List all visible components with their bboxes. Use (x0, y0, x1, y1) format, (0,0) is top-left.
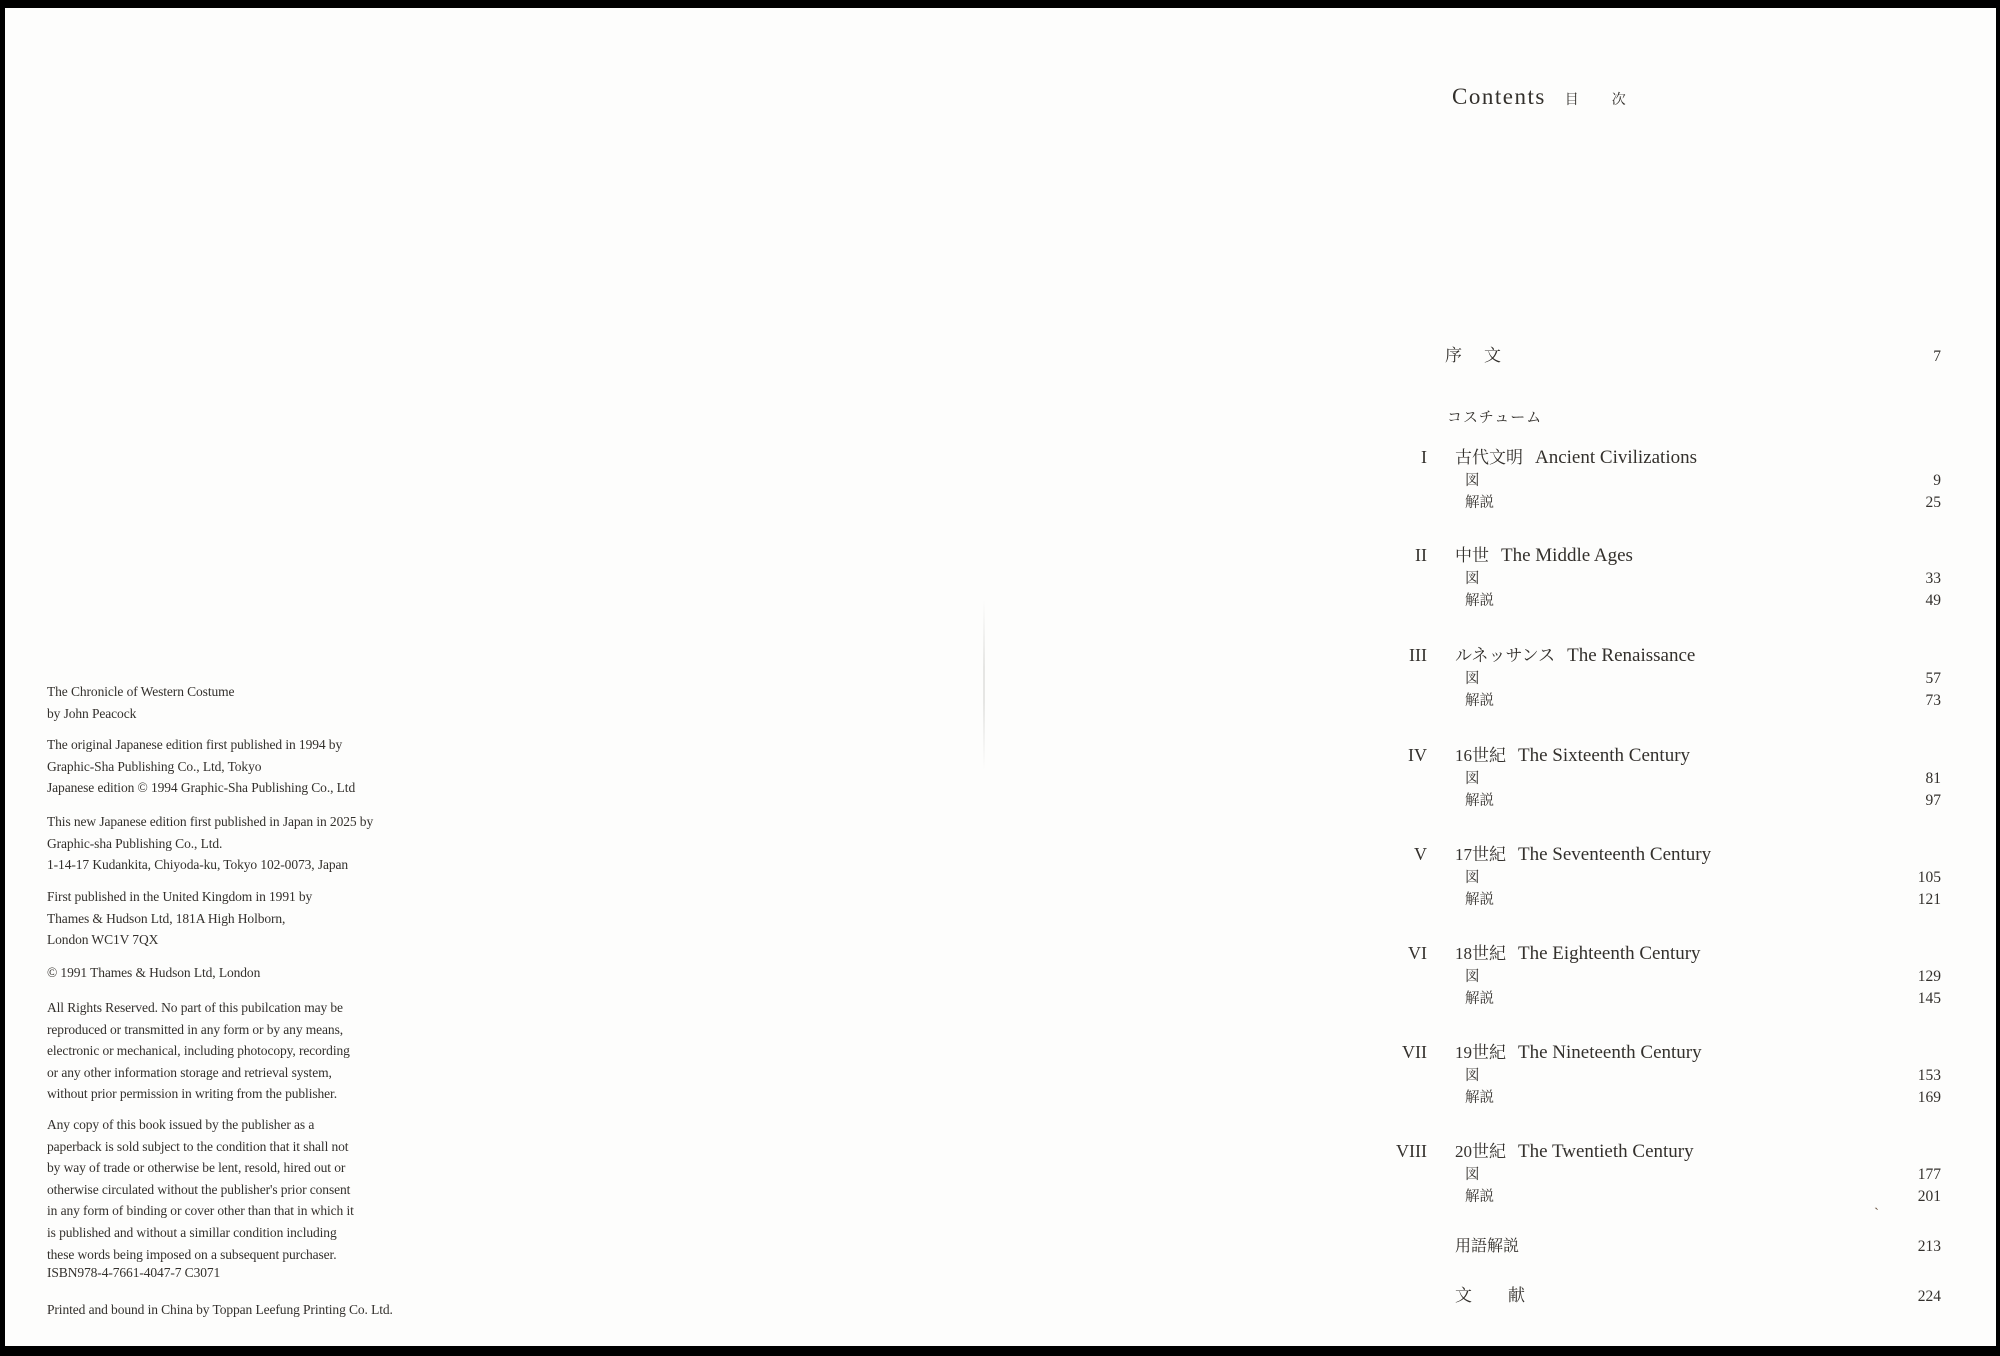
figures-row (1465, 965, 1941, 986)
commentary-page-number: 121 (1917, 891, 1941, 908)
chapter-title-row (1392, 840, 1941, 866)
toc-chapter-1 (1392, 443, 1941, 513)
commentary-label: 解説 (1465, 793, 1494, 809)
costume-section-label: コスチューム (1447, 410, 1543, 426)
colophon-line: is published and without a simillar condition including (47, 1224, 337, 1240)
figures-page-number: 129 (1917, 968, 1941, 985)
figures-label: 図 (1465, 473, 1480, 489)
commentary-label: 解説 (1465, 991, 1494, 1007)
figures-row (1465, 567, 1941, 588)
commentary-page-number: 145 (1917, 990, 1941, 1007)
chapter-numeral: I (1421, 447, 1427, 467)
colophon-line: Graphic-sha Publishing Co., Ltd. (47, 835, 223, 851)
colophon-line: All Rights Reserved. No part of this pubilcation may be (47, 1000, 343, 1015)
chapter-title-en: The Eighteenth Century (1518, 943, 1701, 964)
commentary-row (1465, 689, 1941, 710)
colophon-line: without prior permission in writing from the publisher. (47, 1086, 337, 1102)
chapter-title-row (1392, 1137, 1941, 1163)
toc-chapter-3 (1392, 641, 1941, 711)
colophon-line: Thames & Hudson Ltd, 181A High Holborn, (47, 910, 286, 926)
uk-edition-block (47, 886, 312, 951)
chapter-title-en: The Renaissance (1567, 645, 1696, 666)
chapter-title-ja: 17世紀 (1455, 845, 1506, 864)
colophon-line: paperback is sold subject to the condition that it shall not (47, 1138, 349, 1154)
chapter-title-row (1392, 1038, 1941, 1064)
colophon-line: electronic or mechanical, including photocopy, recording (47, 1043, 350, 1059)
contents-title-en: Contents (1452, 84, 1546, 109)
colophon-line: ISBN978-4-7661-4047-7 C3071 (47, 1265, 221, 1280)
chapter-numeral: VI (1408, 943, 1427, 963)
rights-block (47, 997, 350, 1105)
figures-page-number: 57 (1925, 670, 1941, 687)
figures-page-number: 105 (1917, 869, 1941, 886)
bibliography-label: 文 (1455, 1286, 1472, 1305)
figures-label: 図 (1465, 571, 1480, 587)
chapter-numeral: VIII (1396, 1141, 1427, 1161)
figures-page-number: 9 (1933, 472, 1941, 489)
chapter-title-ja: ルネッサンス (1455, 646, 1556, 665)
chapter-title-row (1392, 641, 1941, 667)
figures-label: 図 (1465, 1167, 1480, 1183)
commentary-row (1465, 987, 1941, 1008)
colophon-line: Japanese edition © 1994 Graphic-Sha Publishing Co., Ltd (47, 780, 356, 796)
colophon-line: by way of trade or otherwise be lent, resold, hired out or (47, 1160, 346, 1176)
colophon-line: Graphic-Sha Publishing Co., Ltd, Tokyo (47, 758, 262, 774)
toc-chapter-4 (1392, 741, 1941, 811)
bibliography-page-number: 224 (1917, 1288, 1941, 1305)
colophon-line: Any copy of this book issued by the publisher as a (47, 1117, 315, 1132)
bibliography-label: 献 (1508, 1286, 1525, 1305)
figures-page-number: 33 (1925, 570, 1941, 587)
commentary-row (1465, 589, 1941, 610)
commentary-row (1465, 491, 1941, 512)
toc-chapter-6 (1392, 939, 1941, 1009)
colophon-line: The original Japanese edition first published in 1994 by (47, 737, 343, 752)
figures-label: 図 (1465, 1068, 1480, 1084)
colophon-line: © 1991 Thames & Hudson Ltd, London (47, 965, 261, 980)
toc-chapter-2 (1392, 541, 1941, 611)
colophon-line: these words being imposed on a subsequent purchaser. (47, 1246, 337, 1262)
colophon-line: First published in the United Kingdom in 1991 by (47, 889, 313, 904)
figures-page-number: 177 (1917, 1166, 1941, 1183)
colophon-line: The Chronicle of Western Costume (47, 684, 235, 699)
chapter-title-row (1392, 443, 1941, 469)
chapter-title-ja: 16世紀 (1455, 746, 1506, 765)
colophon-line: otherwise circulated without the publisher's prior consent (47, 1181, 351, 1197)
contents-title-ja: 目 (1564, 93, 1579, 108)
commentary-page-number: 49 (1925, 592, 1941, 609)
commentary-row (1465, 1086, 1941, 1107)
commentary-page-number: 97 (1925, 792, 1941, 809)
chapter-title-row (1392, 939, 1941, 965)
preface-label: 文 (1484, 346, 1501, 365)
colophon-line: reproduced or transmitted in any form or by any means, (47, 1021, 344, 1037)
preface-row (1392, 341, 1941, 366)
chapter-title-ja: 古代文明 (1455, 448, 1523, 467)
toc-chapter-5 (1392, 840, 1941, 910)
chapter-title-en: The Seventeenth Century (1518, 844, 1712, 865)
bibliography-row (1392, 1281, 1941, 1306)
colophon-line: 1-14-17 Kudankita, Chiyoda-ku, Tokyo 102-0073, Japan (47, 857, 349, 873)
chapter-title-en: The Nineteenth Century (1518, 1042, 1702, 1063)
commentary-row (1465, 888, 1941, 909)
chapter-title-en: The Twentieth Century (1518, 1141, 1694, 1162)
commentary-page-number: 169 (1917, 1089, 1941, 1106)
figures-row (1465, 1064, 1941, 1085)
chapter-numeral: III (1409, 645, 1427, 665)
page-gutter-shadow (983, 600, 985, 770)
commentary-label: 解説 (1465, 593, 1494, 609)
chapter-numeral: VII (1402, 1042, 1427, 1062)
contents-title-ja: 次 (1611, 93, 1626, 108)
toc-chapter-7 (1392, 1038, 1941, 1108)
paperback-condition-block (47, 1114, 354, 1265)
figures-page-number: 81 (1925, 770, 1941, 787)
chapter-title-en: The Middle Ages (1501, 545, 1633, 566)
glossary-page-number: 213 (1917, 1238, 1941, 1255)
preface-page-number: 7 (1933, 348, 1941, 365)
chapter-numeral: II (1415, 545, 1427, 565)
chapter-title-en: Ancient Civilizations (1535, 447, 1698, 468)
chapter-title-ja: 中世 (1455, 546, 1489, 565)
printer-line (47, 1299, 393, 1321)
commentary-label: 解説 (1465, 495, 1494, 511)
copyright-line (47, 962, 260, 984)
figures-row (1465, 469, 1941, 490)
figures-page-number: 153 (1917, 1067, 1941, 1084)
figures-label: 図 (1465, 969, 1480, 985)
figures-row (1465, 1163, 1941, 1184)
chapter-numeral: V (1414, 844, 1427, 864)
contents-heading (1452, 84, 1626, 110)
chapter-title-ja: 19世紀 (1455, 1043, 1506, 1062)
book-title-block (47, 681, 234, 724)
colophon-line: This new Japanese edition first published in Japan in 2025 by (47, 814, 374, 829)
new-edition-block (47, 811, 373, 876)
figures-label: 図 (1465, 870, 1480, 886)
colophon-line: in any form of binding or cover other than that in which it (47, 1203, 354, 1219)
colophon-line: or any other information storage and retrieval system, (47, 1064, 332, 1080)
commentary-page-number: 25 (1925, 494, 1941, 511)
colophon-line: by John Peacock (47, 705, 137, 721)
figures-label: 図 (1465, 771, 1480, 787)
colophon-line: London WC1V 7QX (47, 932, 159, 948)
figures-row (1465, 667, 1941, 688)
chapter-title-row (1392, 541, 1941, 567)
colophon-line: Printed and bound in China by Toppan Leefung Printing Co. Ltd. (47, 1302, 393, 1317)
toc-chapter-8 (1392, 1137, 1941, 1207)
figures-row (1465, 866, 1941, 887)
chapter-numeral: IV (1408, 745, 1427, 765)
chapter-title-ja: 18世紀 (1455, 944, 1506, 963)
preface-label: 序 (1445, 346, 1462, 365)
commentary-label: 解説 (1465, 892, 1494, 908)
chapter-title-row (1392, 741, 1941, 767)
glossary-label: 用語解説 (1455, 1238, 1520, 1255)
commentary-label: 解説 (1465, 1189, 1494, 1205)
chapter-title-en: The Sixteenth Century (1518, 745, 1691, 766)
commentary-page-number: 73 (1925, 692, 1941, 709)
original-edition-block (47, 734, 355, 799)
commentary-page-number: 201 (1917, 1188, 1941, 1205)
commentary-label: 解説 (1465, 1090, 1494, 1106)
chapter-title-ja: 20世紀 (1455, 1142, 1506, 1161)
commentary-row (1465, 789, 1941, 810)
glossary-row (1392, 1233, 1941, 1256)
scan-speck: ` (1874, 1206, 1879, 1222)
figures-row (1465, 767, 1941, 788)
commentary-label: 解説 (1465, 693, 1494, 709)
commentary-row (1465, 1185, 1941, 1206)
isbn-line (47, 1262, 220, 1284)
figures-label: 図 (1465, 671, 1480, 687)
